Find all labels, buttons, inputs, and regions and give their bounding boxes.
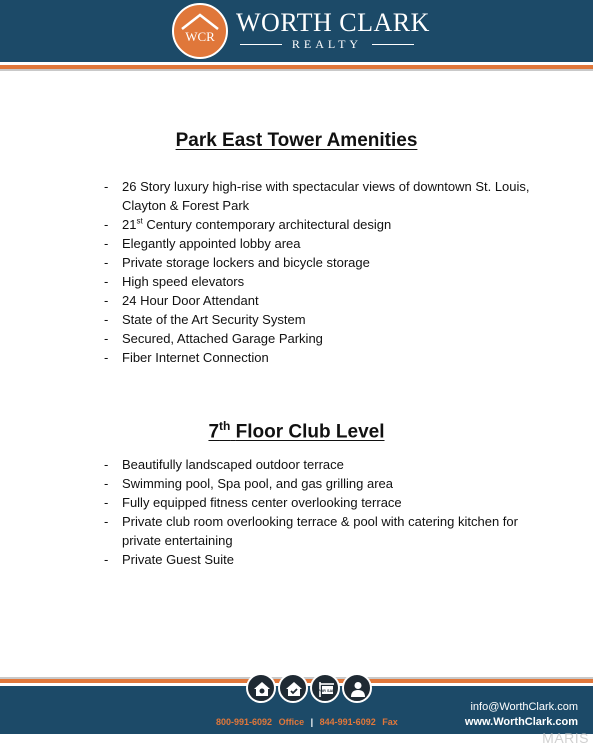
section-title-club-level: 7th Floor Club Level [208, 419, 385, 443]
company-logo [172, 3, 228, 59]
list-item: - 21st Century contemporary architectural design [104, 216, 392, 232]
fax-phone[interactable]: 844-991-6092 [319, 717, 376, 727]
fax-label: Fax [382, 717, 398, 727]
house-roof-icon [174, 5, 226, 57]
list-item: - Swimming pool, Spa pool, and gas grilling area [104, 476, 393, 491]
watermark: MARIS [542, 730, 589, 746]
brand-line-left [240, 44, 282, 45]
agent-icon [342, 673, 372, 703]
list-item: - Beautifully landscaped outdoor terrace [104, 457, 344, 472]
website-link[interactable]: www.WorthClark.com [464, 716, 578, 728]
list-item: - State of the Art Security System [104, 312, 306, 327]
list-item: - 24 Hour Door Attendant [104, 293, 259, 308]
list-item: - Elegantly appointed lobby area [104, 236, 301, 251]
email-link[interactable]: info@WorthClark.com [470, 701, 578, 713]
footer-icon-row [246, 673, 372, 705]
separator: | [310, 717, 314, 727]
list-item: - Private club room overlooking terrace & pool with catering kitchen for private entertaining [104, 514, 518, 548]
house-search-icon [246, 673, 276, 703]
brand-subtitle [240, 37, 414, 51]
club-level-list [104, 455, 544, 569]
logo-initials: WCR [185, 29, 215, 44]
for-sale-sign-icon [310, 673, 340, 703]
list-item: - 26 Story luxury high-rise with spectacular views of downtown St. Louis, Clayton & Forest Park [104, 179, 530, 213]
list-item: - Secured, Attached Garage Parking [104, 331, 323, 346]
sale-sign-text: FOR SALE [317, 689, 337, 693]
house-check-icon [278, 673, 308, 703]
list-item: - High speed elevators [104, 274, 245, 289]
list-item: - Fully equipped fitness center overlooking terrace [104, 495, 402, 510]
office-label: Office [278, 717, 305, 727]
contact-phones [216, 717, 398, 727]
amenities-list [104, 177, 544, 367]
list-item: - Private Guest Suite [104, 552, 234, 567]
brand-name: WORTH CLARK [236, 8, 430, 37]
section-title-amenities: Park East Tower Amenities [175, 130, 418, 151]
list-item: - Private storage lockers and bicycle storage [104, 255, 370, 270]
office-phone[interactable]: 800-991-6092 [216, 717, 273, 727]
list-item: - Fiber Internet Connection [104, 350, 269, 365]
brand-subtitle-text: REALTY [291, 37, 363, 51]
century-item: 21st Century contemporary architectural design [122, 216, 392, 232]
brand-line-right [372, 44, 414, 45]
header-shadow-stripe [0, 69, 593, 71]
